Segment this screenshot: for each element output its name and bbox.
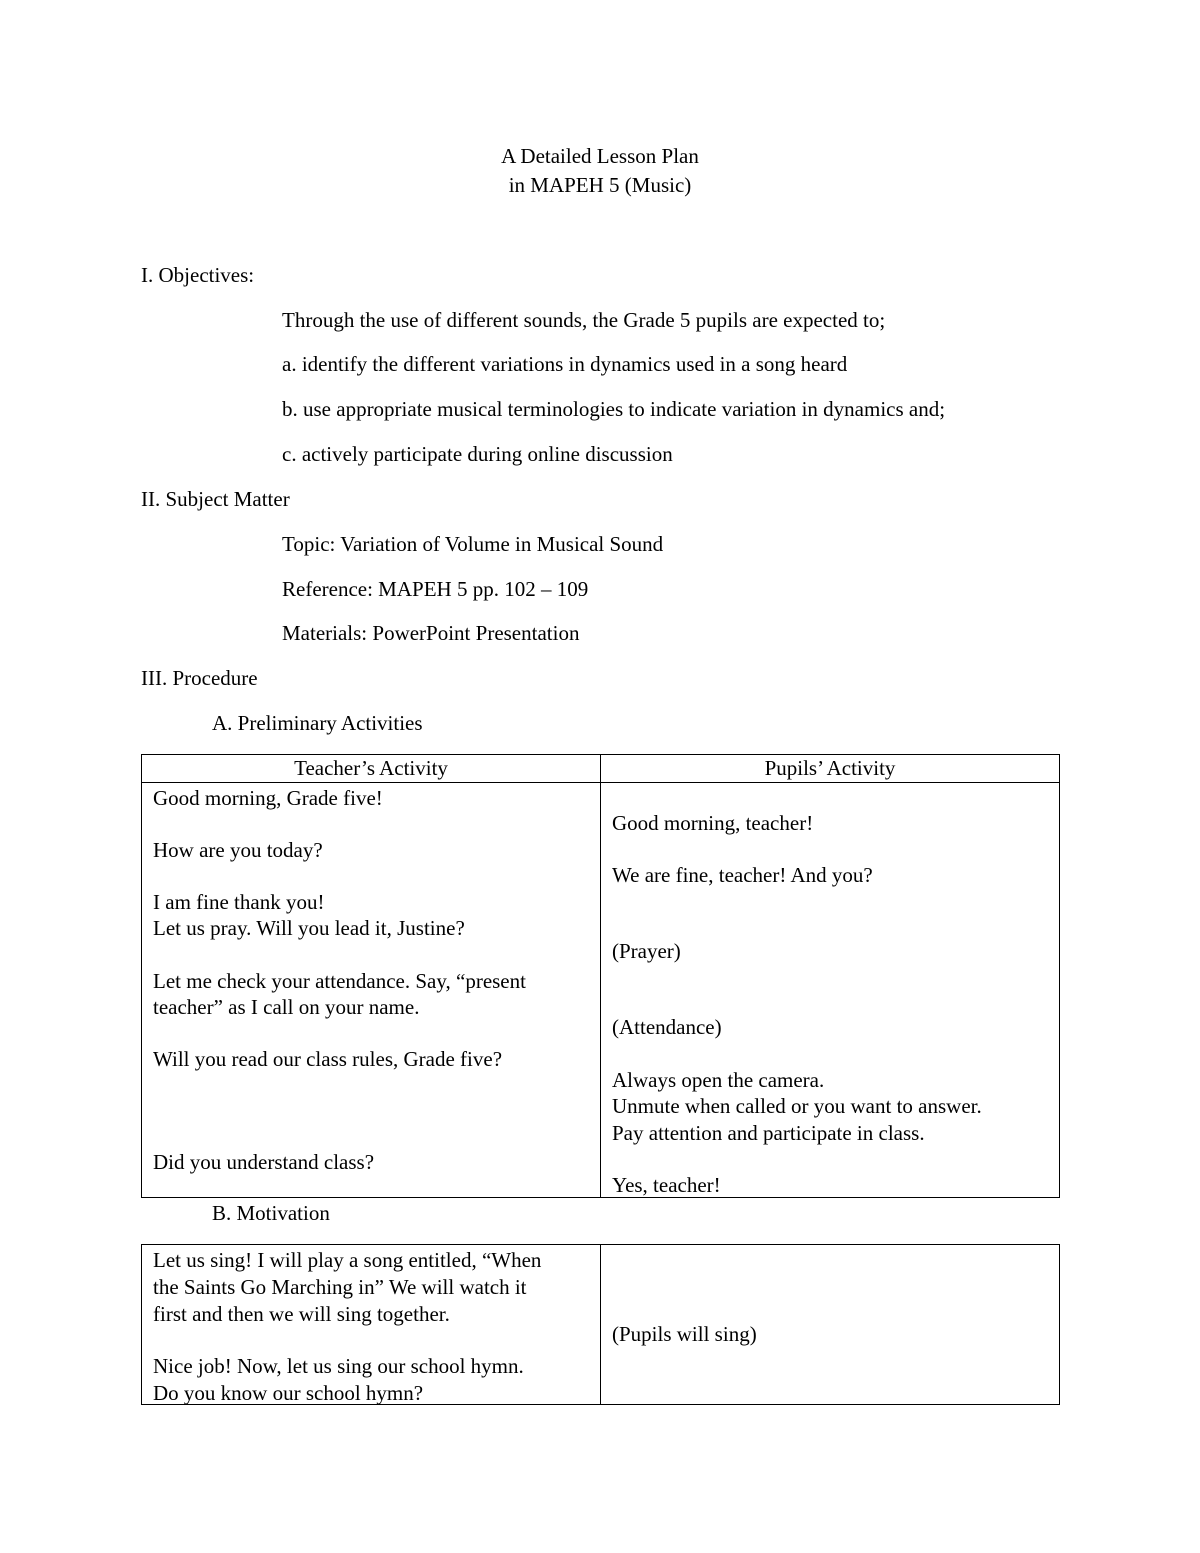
pupil-line: Unmute when called or you want to answer. — [612, 1094, 982, 1118]
column-header-teacher: Teacher’s Activity — [142, 755, 601, 783]
motivation-teacher-cell — [142, 1245, 601, 1405]
objective-item-a: a. identify the different variations in dynamics used in a song heard — [282, 352, 848, 376]
teacher-line: first and then we will sing together. — [153, 1302, 450, 1326]
pupils-activity-cell — [601, 783, 1060, 1198]
teacher-line: Will you read our class rules, Grade five? — [153, 1047, 503, 1071]
objectives-intro: Through the use of different sounds, the Grade 5 pupils are expected to; — [282, 308, 886, 332]
pupil-line: (Prayer) — [612, 939, 681, 963]
document-subtitle: in MAPEH 5 (Music) — [508, 173, 692, 197]
subject-reference: Reference: MAPEH 5 pp. 102 – 109 — [282, 577, 589, 601]
pupil-line: Always open the camera. — [612, 1068, 825, 1092]
pupil-line: Good morning, teacher! — [612, 811, 814, 835]
pupil-line: Pay attention and participate in class. — [612, 1121, 925, 1145]
pupil-line: (Pupils will sing) — [612, 1322, 757, 1346]
subject-matter-heading: II. Subject Matter — [141, 487, 290, 511]
motivation-pupils-cell — [601, 1245, 1060, 1405]
table-row — [142, 783, 1060, 1198]
subject-materials: Materials: PowerPoint Presentation — [282, 621, 580, 645]
table-row — [142, 1245, 1060, 1405]
teacher-line: I am fine thank you! — [153, 890, 325, 914]
subject-topic: Topic: Variation of Volume in Musical Sound — [282, 532, 664, 556]
teacher-line: Let me check your attendance. Say, “present — [153, 969, 526, 993]
motivation-table — [141, 1244, 1060, 1405]
teacher-line: the Saints Go Marching in” We will watch it — [153, 1275, 527, 1299]
teacher-line: Nice job! Now, let us sing our school hymn. — [153, 1354, 524, 1378]
objective-item-b: b. use appropriate musical terminologies to indicate variation in dynamics and; — [282, 397, 946, 421]
preliminary-activities-heading: A. Preliminary Activities — [212, 711, 423, 735]
teacher-activity-cell — [142, 783, 601, 1198]
column-header-pupils: Pupils’ Activity — [601, 755, 1060, 783]
preliminary-activities-table — [141, 754, 1060, 1198]
pupil-line: Yes, teacher! — [612, 1173, 721, 1197]
table-header-row — [142, 755, 1060, 783]
teacher-line: Do you know our school hymn? — [153, 1381, 424, 1405]
objectives-heading: I. Objectives: — [141, 263, 255, 287]
pupil-line: (Attendance) — [612, 1015, 722, 1039]
procedure-heading: III. Procedure — [141, 666, 258, 690]
teacher-line: teacher” as I call on your name. — [153, 995, 420, 1019]
motivation-heading: B. Motivation — [212, 1201, 330, 1225]
objective-item-c: c. actively participate during online discussion — [282, 442, 673, 466]
teacher-line: Good morning, Grade five! — [153, 786, 383, 810]
document-title: A Detailed Lesson Plan — [501, 144, 699, 168]
teacher-line: How are you today? — [153, 838, 323, 862]
teacher-line: Let us pray. Will you lead it, Justine? — [153, 916, 465, 940]
pupil-line: We are fine, teacher! And you? — [612, 863, 873, 887]
teacher-line: Let us sing! I will play a song entitled, “When — [153, 1248, 542, 1272]
teacher-line: Did you understand class? — [153, 1150, 375, 1174]
